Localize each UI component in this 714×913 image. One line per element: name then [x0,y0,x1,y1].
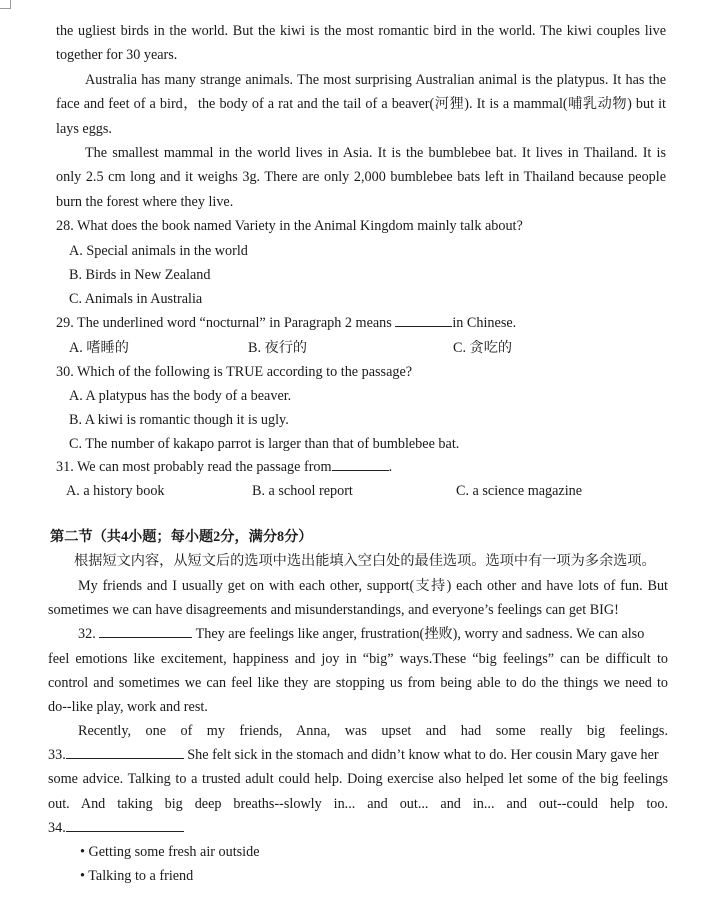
question-29-stem-suffix: in Chinese. [452,315,517,331]
passage-line: some advice. Talking to a trusted adult could help. Doing exercise also helped let some of the big feelings [48,771,668,787]
passage-text: They are feelings like anger, frustration(挫败), worry and sadness. We can also [195,626,645,642]
question-31-stem [56,458,392,476]
question-29-stem [56,314,516,332]
question-34-line [48,819,184,837]
answer-blank [66,819,184,832]
passage-line: burn the forest where they live. [56,194,234,210]
passage-line: control and sometimes we can feel like they are stopping us from being able to do the things we need to [48,675,668,691]
answer-blank [99,625,192,638]
answer-blank [66,746,184,759]
passage-line: The smallest mammal in the world lives in Asia. It is the bumblebee bat. It lives in Thailand. It is [85,145,666,161]
passage-line: only 2.5 cm long and it weighs 3g. There are only 2,000 bumblebee bats left in Thailand because people [56,169,666,185]
question-28-option-b: B. Birds in New Zealand [69,267,211,283]
answer-blank [332,458,389,471]
passage-line: the ugliest birds in the world. But the kiwi is the most romantic bird in the world. The kiwi couples live [56,23,666,39]
passage-line: out. And taking big deep breaths--slowly in... and out... and in... and out--could help too. [48,796,668,812]
question-29-option-c: C. 贪吃的 [453,340,513,356]
passage-line: feel emotions like excitement, happiness and joy in “big” ways.These “big feelings” can be difficult to [48,651,668,667]
answer-blank [395,314,452,327]
question-31-option-a: A. a history book [66,483,165,499]
passage-text: She felt sick in the stomach and didn’t know what to do. Her cousin Mary gave her [187,747,659,763]
question-29-option-b: B. 夜行的 [248,340,308,356]
page-corner-mark [0,0,11,9]
question-33-number: 33. [48,747,66,763]
question-32-line [78,625,644,643]
question-34-number: 34. [48,820,66,836]
passage-line: sometimes we can have disagreements and misunderstandings, and everyone’s feelings can get BIG! [48,602,619,618]
passage-line: lays eggs. [56,121,112,137]
question-30-option-b: B. A kiwi is romantic though it is ugly. [69,412,289,428]
question-28-option-c: C. Animals in Australia [69,291,203,307]
question-31-stem-suffix: . [388,459,393,475]
question-29-option-a: A. 嗜睡的 [69,340,129,356]
question-29-stem-text: 29. The underlined word “nocturnal” in Paragraph 2 means [56,315,392,331]
question-31-option-b: B. a school report [252,483,353,499]
question-30-option-a: A. A platypus has the body of a beaver. [69,388,292,404]
question-28-option-a: A. Special animals in the world [69,243,248,259]
question-31-stem-text: 31. We can most probably read the passage from [56,459,332,475]
question-30-stem: 30. Which of the following is TRUE according to the passage? [56,364,413,380]
question-30-option-c: C. The number of kakapo parrot is larger than that of bumblebee bat. [69,436,460,452]
passage-line: face and feet of a bird，the body of a rat and the tail of a beaver(河狸). It is a mammal(哺乳动物) but it [56,96,666,112]
passage-line: do--like play, work and rest. [48,699,208,715]
passage-line: Recently, one of my friends, Anna, was upset and had some really big feelings. [78,723,668,739]
passage-line: My friends and I usually get on with each other, support(支持) each other and have lots of fun. But [78,578,668,594]
question-31-option-c: C. a science magazine [456,483,583,499]
section-heading: 第二节（共4小题；每小题2分，满分8分） [50,529,313,545]
question-28-stem: 28. What does the book named Variety in the Animal Kingdom mainly talk about? [56,218,523,234]
option-bullet: • Talking to a friend [80,868,194,884]
passage-line: Australia has many strange animals. The most surprising Australian animal is the platypus. It has the [85,72,666,88]
section-instruction: 根据短文内容，从短文后的选项中选出能填入空白处的最佳选项。选项中有一项为多余选项。 [74,553,656,569]
option-bullet: • Getting some fresh air outside [80,844,260,860]
passage-line: together for 30 years. [56,47,178,63]
question-33-line [48,746,659,764]
question-32-number: 32. [78,626,96,642]
